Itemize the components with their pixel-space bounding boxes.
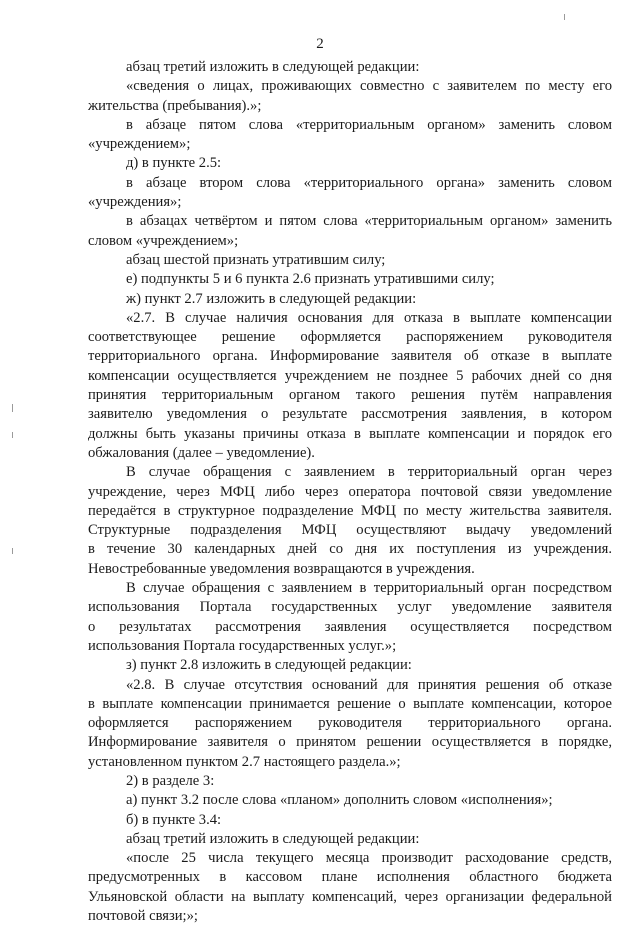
text-line: почтовой связи;»;	[88, 908, 198, 925]
text-line: абзац третий изложить в следующей редакции:	[126, 59, 420, 75]
text-line: «2.7. В случае наличия основания для отказа в выплате компенсации	[126, 309, 612, 326]
text-line: Ульяновской области на выплату компенсаций, через организации федеральной	[88, 888, 612, 905]
text-line: абзац шестой признать утратившим силу;	[126, 251, 386, 268]
scan-mark	[12, 404, 13, 412]
text-line: о результатах рассмотрения заявления осуществляется посредством	[88, 618, 612, 635]
text-line: использования Портала государственных услуг уведомление заявителя	[88, 599, 612, 616]
text-line: «2.8. В случае отсутствия оснований для принятия решения об отказе	[126, 676, 612, 693]
text-line: соответствующее решение оформляется распоряжением руководителя	[88, 329, 612, 346]
text-line: в абзаце пятом слова «территориальным органом» заменить словом	[126, 116, 612, 133]
text-line: обжалования (далее – уведомление).	[88, 444, 315, 461]
text-line: использования Портала государственных услуг.»;	[88, 637, 397, 654]
scan-mark	[12, 548, 13, 554]
text-line: а) пункт 3.2 после слова «планом» дополнить словом «исполнения»;	[126, 792, 553, 809]
text-line: в абзаце втором слова «территориального органа» заменить словом	[126, 174, 612, 191]
page-number: 2	[316, 36, 324, 52]
text-line: учреждение, через МФЦ либо через оператора почтовой связи уведомление	[88, 483, 612, 500]
text-line: заявителю уведомления о результате рассмотрения заявления, в котором	[88, 406, 612, 423]
text-line: принятия территориальным органом такого решения путём направления	[88, 387, 612, 404]
text-line: 2) в разделе 3:	[126, 772, 215, 789]
text-line: «после 25 числа текущего месяца производит расходование средств,	[126, 850, 612, 867]
text-line: абзац третий изложить в следующей редакции:	[126, 830, 420, 847]
scan-mark	[12, 432, 13, 438]
text-line: б) в пункте 3.4:	[126, 811, 222, 828]
text-line: предусмотренных в кассовом плане исполнения областного бюджета	[88, 869, 612, 886]
text-line: Информирование заявителя о принятом решении осуществляется в порядке,	[88, 734, 612, 751]
document-body	[88, 58, 612, 926]
text-line: компенсации осуществляется учреждением не позднее 5 рабочих дней со дня	[88, 367, 612, 384]
text-line: территориального органа. Информирование заявителя об отказе в выплате	[88, 348, 612, 365]
text-line: передаётся в структурное подразделение МФЦ по месту жительства заявителя.	[88, 502, 612, 519]
scan-mark	[564, 14, 565, 20]
text-line: «учреждения»;	[88, 194, 182, 211]
text-line: В случае обращения с заявлением в территориальный орган посредством	[126, 580, 612, 597]
text-line: в выплате компенсации принимается решение о выплате компенсации, которое	[88, 695, 612, 712]
text-line: ж) пункт 2.7 изложить в следующей редакции:	[126, 290, 417, 307]
text-line: В случае обращения с заявлением в территориальный орган через	[126, 464, 612, 481]
text-line: словом «учреждением»;	[88, 232, 239, 249]
text-line: з) пункт 2.8 изложить в следующей редакции:	[126, 657, 412, 674]
text-line: в течение 30 календарных дней со дня их поступления из учреждения.	[88, 541, 612, 558]
text-line: жительства (пребывания).»;	[88, 97, 262, 114]
text-line: оформляется распоряжением руководителя территориального органа.	[88, 715, 612, 732]
text-line: установленном пунктом 2.7 настоящего раздела.»;	[88, 753, 401, 770]
text-line: в абзацах четвёртом и пятом слова «территориальным органом» заменить	[126, 213, 612, 230]
text-line: «сведения о лицах, проживающих совместно с заявителем по месту его	[126, 78, 612, 95]
text-line: Структурные подразделения МФЦ осуществляют выдачу уведомлений	[88, 522, 612, 539]
text-line: Невостребованные уведомления возвращаются в учреждения.	[88, 560, 475, 577]
text-line: «учреждением»;	[88, 136, 191, 153]
text-line: должны быть указаны причины отказа в выплате компенсации и порядок его	[88, 425, 612, 442]
text-line: д) в пункте 2.5:	[126, 155, 222, 172]
text-line: е) подпункты 5 и 6 пункта 2.6 признать утратившими силу;	[126, 271, 495, 288]
